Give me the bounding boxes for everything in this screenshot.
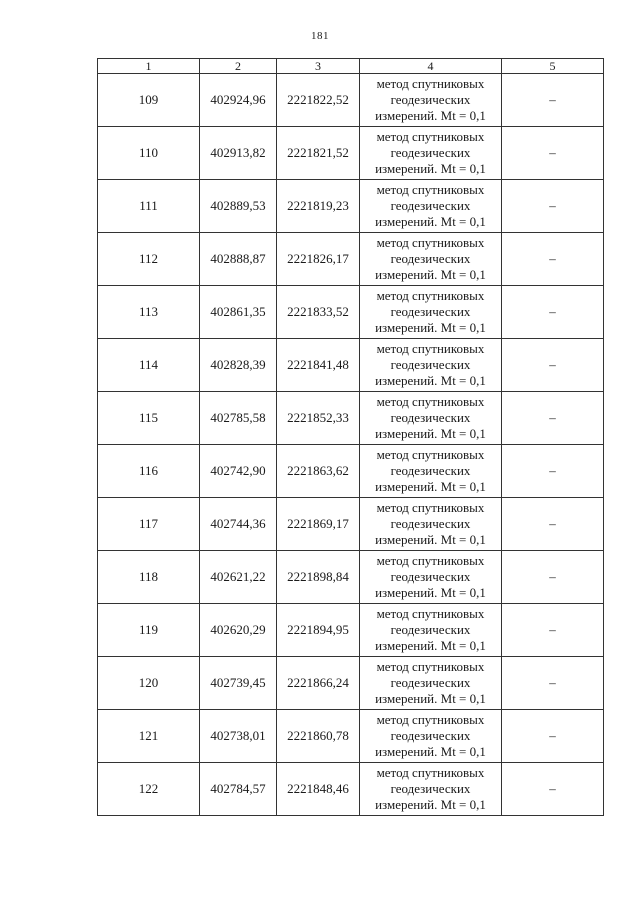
table-row [98,74,604,127]
header-col-2: 2 [200,59,277,74]
note-cell: – [502,498,604,551]
y-coordinate-cell: 2221866,24 [277,657,360,710]
method-line: метод спутниковых [376,765,485,780]
method-line: измерений. Mt = 0,1 [375,638,486,653]
point-number-cell: 120 [98,657,200,710]
y-coordinate-cell: 2221894,95 [277,604,360,657]
method-line: измерений. Mt = 0,1 [375,691,486,706]
x-coordinate-cell: 402620,29 [200,604,277,657]
note-cell: – [502,339,604,392]
point-number-cell: 122 [98,763,200,816]
method-line: измерений. Mt = 0,1 [375,532,486,547]
method-line: геодезических [390,569,471,584]
point-number-cell: 112 [98,233,200,286]
method-cell [360,657,502,710]
table-row [98,127,604,180]
method-cell [360,286,502,339]
method-line: измерений. Mt = 0,1 [375,585,486,600]
y-coordinate-cell: 2221898,84 [277,551,360,604]
table-row [98,180,604,233]
note-cell: – [502,551,604,604]
table-row [98,604,604,657]
method-line: измерений. Mt = 0,1 [375,320,486,335]
method-line: измерений. Mt = 0,1 [375,744,486,759]
table-row [98,233,604,286]
x-coordinate-cell: 402785,58 [200,392,277,445]
method-line: измерений. Mt = 0,1 [375,108,486,123]
header-col-3: 3 [277,59,360,74]
header-col-4: 4 [360,59,502,74]
note-cell: – [502,657,604,710]
table-row [98,710,604,763]
method-line: геодезических [390,357,471,372]
method-line: метод спутниковых [376,288,485,303]
method-line: метод спутниковых [376,447,485,462]
table-row [98,339,604,392]
x-coordinate-cell: 402739,45 [200,657,277,710]
method-line: геодезических [390,92,471,107]
x-coordinate-cell: 402744,36 [200,498,277,551]
y-coordinate-cell: 2221848,46 [277,763,360,816]
method-line: геодезических [390,675,471,690]
x-coordinate-cell: 402621,22 [200,551,277,604]
method-line: геодезических [390,728,471,743]
method-line: измерений. Mt = 0,1 [375,373,486,388]
method-line: измерений. Mt = 0,1 [375,797,486,812]
x-coordinate-cell: 402889,53 [200,180,277,233]
method-cell [360,392,502,445]
method-line: метод спутниковых [376,553,485,568]
y-coordinate-cell: 2221819,23 [277,180,360,233]
method-cell [360,604,502,657]
note-cell: – [502,445,604,498]
table-header [98,59,604,74]
note-cell: – [502,604,604,657]
method-line: геодезических [390,410,471,425]
point-number-cell: 113 [98,286,200,339]
method-line: геодезических [390,781,471,796]
point-number-cell: 119 [98,604,200,657]
point-number-cell: 115 [98,392,200,445]
y-coordinate-cell: 2221869,17 [277,498,360,551]
method-line: метод спутниковых [376,76,485,91]
x-coordinate-cell: 402828,39 [200,339,277,392]
method-line: метод спутниковых [376,182,485,197]
method-line: измерений. Mt = 0,1 [375,426,486,441]
method-cell [360,763,502,816]
note-cell: – [502,233,604,286]
method-line: метод спутниковых [376,394,485,409]
point-number-cell: 116 [98,445,200,498]
note-cell: – [502,127,604,180]
x-coordinate-cell: 402742,90 [200,445,277,498]
y-coordinate-cell: 2221821,52 [277,127,360,180]
method-line: измерений. Mt = 0,1 [375,267,486,282]
table-row [98,392,604,445]
y-coordinate-cell: 2221841,48 [277,339,360,392]
method-cell [360,74,502,127]
page-number: 181 [311,30,329,42]
table-row [98,763,604,816]
header-col-1: 1 [98,59,200,74]
table-body [98,74,604,816]
table-row [98,551,604,604]
note-cell: – [502,286,604,339]
method-cell [360,339,502,392]
method-line: геодезических [390,251,471,266]
method-line: геодезических [390,463,471,478]
note-cell: – [502,180,604,233]
point-number-cell: 121 [98,710,200,763]
point-number-cell: 111 [98,180,200,233]
point-number-cell: 118 [98,551,200,604]
note-cell: – [502,74,604,127]
point-number-cell: 110 [98,127,200,180]
x-coordinate-cell: 402924,96 [200,74,277,127]
method-cell [360,445,502,498]
method-line: метод спутниковых [376,129,485,144]
method-line: геодезических [390,516,471,531]
y-coordinate-cell: 2221860,78 [277,710,360,763]
method-line: измерений. Mt = 0,1 [375,214,486,229]
method-cell [360,498,502,551]
coordinates-table [97,58,604,816]
point-number-cell: 114 [98,339,200,392]
method-line: метод спутниковых [376,500,485,515]
x-coordinate-cell: 402738,01 [200,710,277,763]
y-coordinate-cell: 2221852,33 [277,392,360,445]
table-row [98,445,604,498]
method-line: геодезических [390,304,471,319]
note-cell: – [502,710,604,763]
x-coordinate-cell: 402784,57 [200,763,277,816]
table-row [98,498,604,551]
method-line: измерений. Mt = 0,1 [375,161,486,176]
header-row [98,59,604,74]
x-coordinate-cell: 402861,35 [200,286,277,339]
method-cell [360,233,502,286]
y-coordinate-cell: 2221822,52 [277,74,360,127]
method-line: метод спутниковых [376,235,485,250]
note-cell: – [502,392,604,445]
table-row [98,286,604,339]
header-col-5: 5 [502,59,604,74]
method-line: измерений. Mt = 0,1 [375,479,486,494]
method-line: геодезических [390,622,471,637]
x-coordinate-cell: 402913,82 [200,127,277,180]
table-row [98,657,604,710]
method-cell [360,551,502,604]
x-coordinate-cell: 402888,87 [200,233,277,286]
method-cell [360,127,502,180]
method-cell [360,180,502,233]
method-line: метод спутниковых [376,659,485,674]
method-cell [360,710,502,763]
y-coordinate-cell: 2221863,62 [277,445,360,498]
y-coordinate-cell: 2221826,17 [277,233,360,286]
method-line: геодезических [390,198,471,213]
method-line: геодезических [390,145,471,160]
method-line: метод спутниковых [376,341,485,356]
method-line: метод спутниковых [376,712,485,727]
note-cell: – [502,763,604,816]
point-number-cell: 109 [98,74,200,127]
y-coordinate-cell: 2221833,52 [277,286,360,339]
method-line: метод спутниковых [376,606,485,621]
point-number-cell: 117 [98,498,200,551]
